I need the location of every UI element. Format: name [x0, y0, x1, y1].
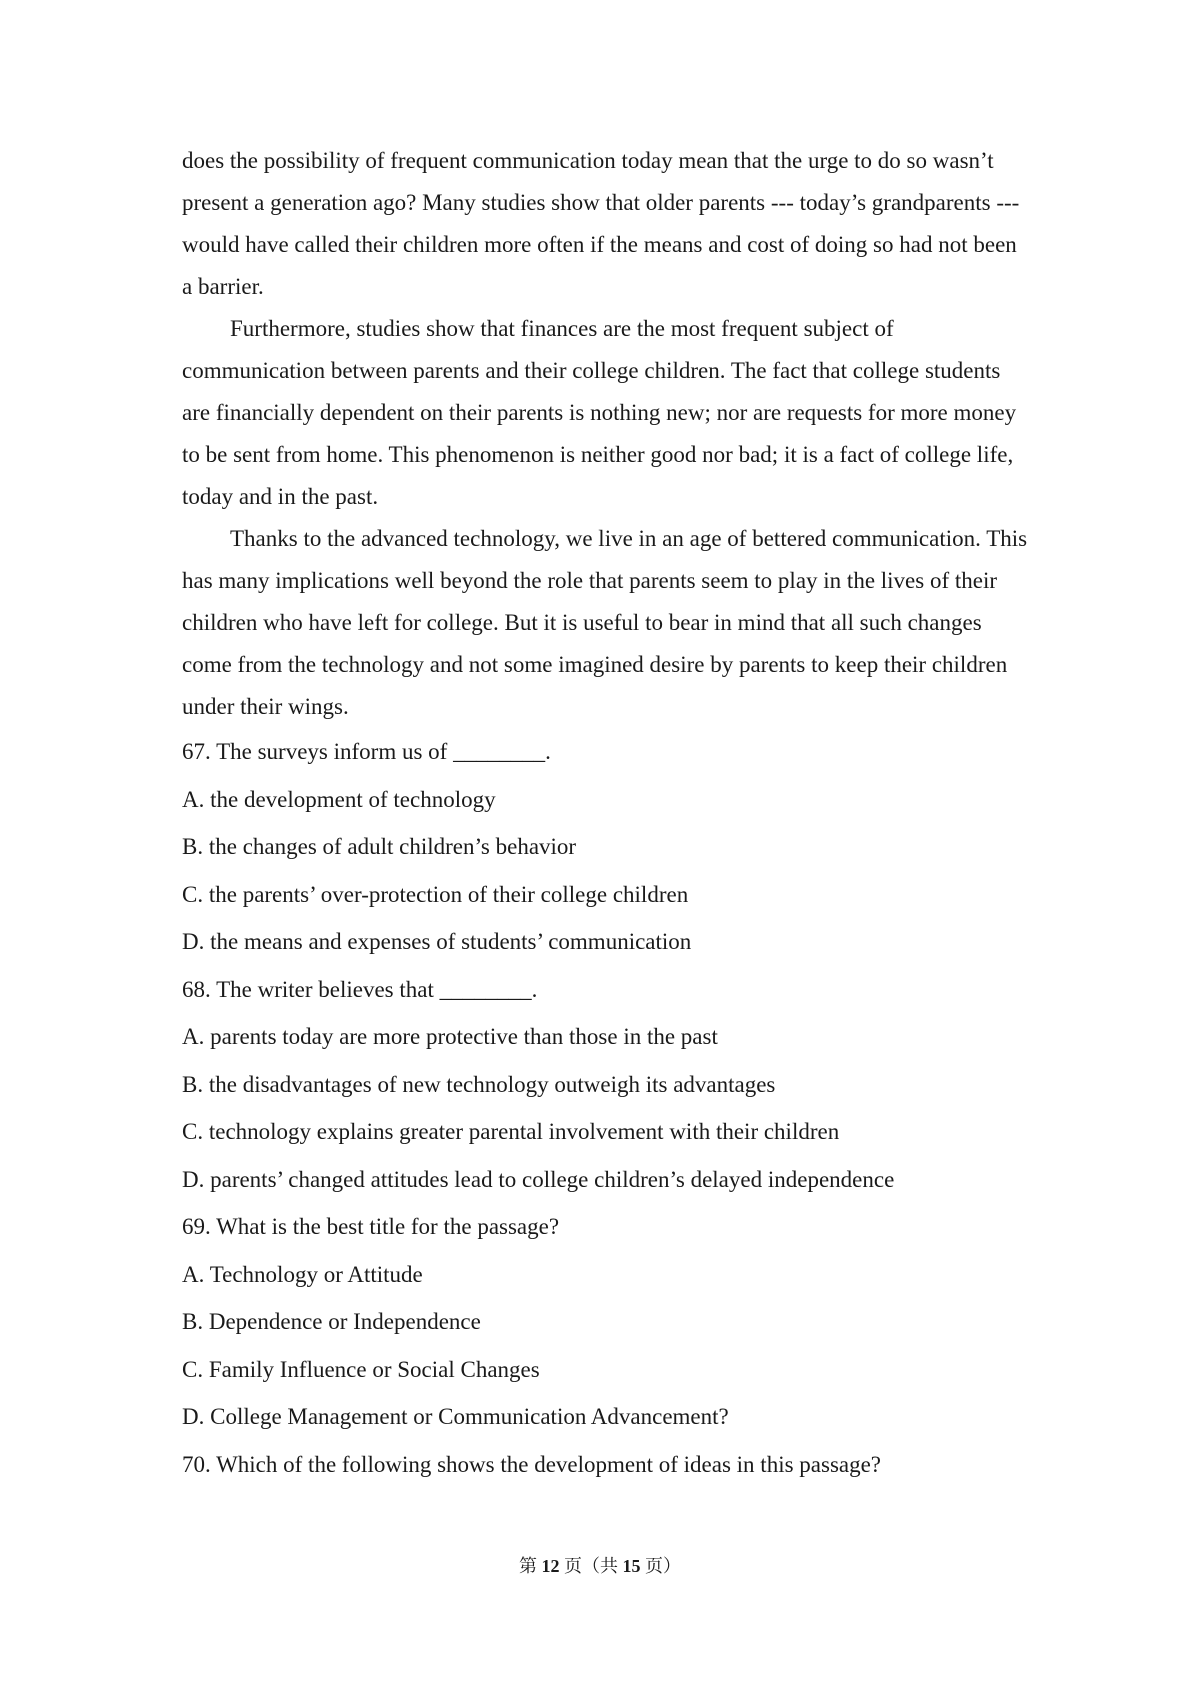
question-69: [182, 1212, 1082, 1450]
footer-middle: 页（共: [564, 1556, 618, 1576]
question-stem: 67. The surveys inform us of ________.: [182, 739, 551, 764]
answer-option: B. the disadvantages of new technology outweigh its advantages: [182, 1071, 776, 1097]
answer-option: D. College Management or Communication Advancement?: [182, 1404, 729, 1429]
answer-option: A. the development of technology: [182, 786, 496, 812]
page-number: 12: [541, 1556, 560, 1576]
passage-paragraph: does the possibility of frequent communication today mean that the urge to do so wasn’t present a generation ago? Many studies show that older parents --- today’s grandparents --- would have called their children more often if the means and cost of doing so had not been a barrier.: [182, 148, 1020, 299]
answer-option: D. the means and expenses of students’ communication: [182, 929, 692, 954]
question-67: [182, 737, 1082, 975]
footer-prefix: 第: [519, 1556, 537, 1576]
answer-option: B. the changes of adult children’s behavior: [182, 834, 577, 859]
question-list: [182, 737, 1082, 1497]
answer-option: A. Technology or Attitude: [182, 1261, 423, 1287]
page-total: 15: [622, 1556, 641, 1576]
question-stem: 69. What is the best title for the passage?: [182, 1214, 560, 1239]
passage-paragraph: Thanks to the advanced technology, we live in an age of bettered communication. This has many implications well beyond the role that parents seem to play in the lives of their children who have left for college. But it is useful to bear in mind that all such changes come from the technology and not some imagined desire by parents to keep their children under their wings.: [182, 526, 1028, 719]
answer-option: C. technology explains greater parental involvement with their children: [182, 1119, 840, 1144]
question-stem: 68. The writer believes that ________.: [182, 976, 538, 1002]
answer-option: B. Dependence or Independence: [182, 1309, 481, 1334]
question-stem: 70. Which of the following shows the development of ideas in this passage?: [182, 1451, 882, 1477]
answer-option: C. Family Influence or Social Changes: [182, 1356, 540, 1382]
reading-passage: [182, 140, 1032, 728]
question-68: [182, 975, 1082, 1213]
passage-paragraph: Furthermore, studies show that finances are the most frequent subject of communication between parents and their college children. The fact that college students are financially dependent on their parents is nothing new; nor are requests for more money to be sent from home. This phenomenon is neither good nor bad; it is a fact of college life, today and in the past.: [182, 316, 1017, 509]
answer-option: D. parents’ changed attitudes lead to college children’s delayed independence: [182, 1166, 895, 1192]
answer-option: A. parents today are more protective than those in the past: [182, 1024, 718, 1049]
page-footer: [0, 1552, 1200, 1580]
answer-option: C. the parents’ over-protection of their college children: [182, 881, 689, 907]
question-70: [182, 1450, 1082, 1498]
footer-suffix: 页）: [645, 1556, 681, 1576]
